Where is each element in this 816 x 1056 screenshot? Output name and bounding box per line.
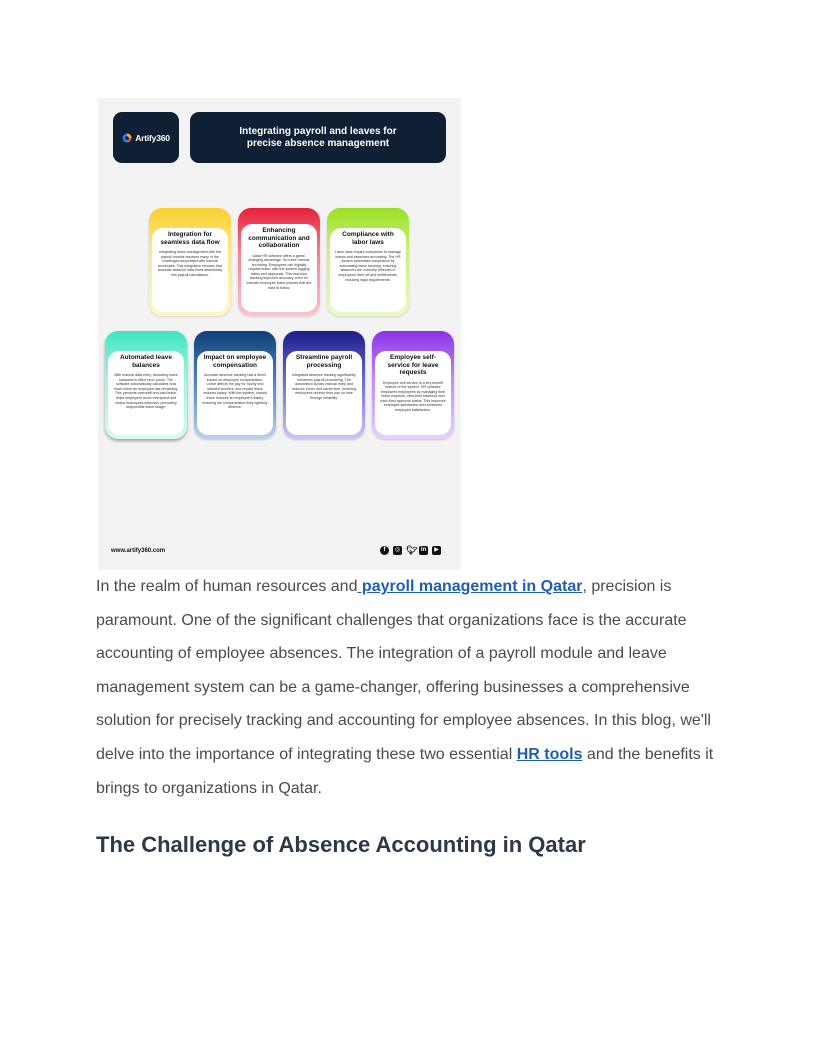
card-title: Streamline payroll processing [295, 354, 353, 369]
card-body: Employee self-service is a key benefit feature of the system. HR software empowers employees by managing their leave requests, view their balances and track their approval status. This improves employee satisfaction and enhances employee satisfaction. [380, 380, 446, 413]
artify-logo-icon [122, 133, 132, 143]
intro-text-start: In the realm of human resources and [96, 578, 358, 595]
website-url: www.artify360.com [111, 548, 166, 554]
card-title: Automated leave balances [119, 354, 173, 369]
card-body: Integrating leave management with the payroll module resolves many of the challenges associated with manual processes. This integration ensures that accurate absence data flows seamlessly into payroll calculations. [157, 250, 223, 277]
intro-paragraph [96, 570, 726, 805]
infographic-image [98, 98, 461, 570]
card-body: Accurate absence tracking has a direct impact on employee compensation. Leave affects the pay for hourly and salaried workers, and unpaid leave reduces salary. With the system, unpaid leave reduces an employee's salary, ensuring the compensation they rightfully deserve. [202, 373, 268, 410]
logo-badge [113, 112, 179, 163]
payroll-management-link[interactable]: payroll management in Qatar [357, 578, 583, 595]
card-integration [149, 208, 231, 316]
card-title: Integration for seamless data flow [160, 231, 220, 246]
infographic-title-banner [190, 112, 446, 163]
facebook-icon: f [380, 546, 389, 555]
card-body: Integrated absence tracking significantly enhances payroll processing. The automation avoids manual entry and reduces errors and saves time, ensuring employees receive their pay on time through reliability. [291, 373, 357, 400]
card-communication [238, 208, 320, 316]
card-compensation [194, 331, 276, 439]
logo-text: Artify360 [135, 132, 170, 143]
card-title: Employee self-service for leave requests [387, 354, 439, 376]
intro-text-middle: , precision is paramount. One of the significant challenges that organizations face is the accurate accounting of employee absences. The integration of a payroll module and leave management system can be a game-changer, offering businesses a comprehensive solution for precisely tracking and accounting for employee absences. In this blog, we'll delve into the importance of integrating these two essential [96, 578, 711, 763]
section-heading: The Challenge of Absence Accounting in Qatar [96, 832, 586, 857]
youtube-icon: ▶ [432, 546, 441, 555]
card-title: Enhancing communication and collaboration [248, 227, 310, 249]
card-leave-balances [105, 331, 187, 439]
card-body: Qatar HR software offers a game-changing advantage. No more manual recording. Employees can digitally request leave, with the system logging dates and approvals. This real-time tracking improves accuracy, even for intricate employee leave policies that are hard to follow. [246, 253, 312, 290]
linkedin-icon: in [420, 547, 427, 553]
card-title: Impact on employee compensation [203, 354, 267, 369]
hr-tools-link[interactable]: HR tools [516, 745, 583, 763]
instagram-icon: ◎ [394, 547, 401, 553]
intro-text-end: and the benefits it brings to organizations in Qatar. [96, 745, 714, 797]
card-body: With manual data entry, deducting leave balances is often error-prone. The software automatically calculates how much leave an employee has remaining. This prevents overdraft and paid leave, helps employers avoid overspend and keeps employees informed, promoting responsible leave usage. [113, 373, 179, 410]
card-title: Compliance with labor laws [342, 231, 394, 246]
card-compliance [327, 208, 409, 316]
card-body: Labor laws require companies to manage leaves and absences accurately. The HR system automates compliance by automating leave tracking, ensuring absences are correctly reflected in employees' time off and entitlements, reducing legal requirements. [335, 250, 401, 282]
card-payroll-processing [283, 331, 365, 439]
infographic-title: Integrating payroll and leaves for precise absence management [239, 125, 397, 149]
social-icons [380, 546, 441, 555]
twitter-icon: 🐦︎ [406, 545, 418, 555]
card-self-service [372, 331, 454, 439]
article-body [96, 570, 726, 805]
